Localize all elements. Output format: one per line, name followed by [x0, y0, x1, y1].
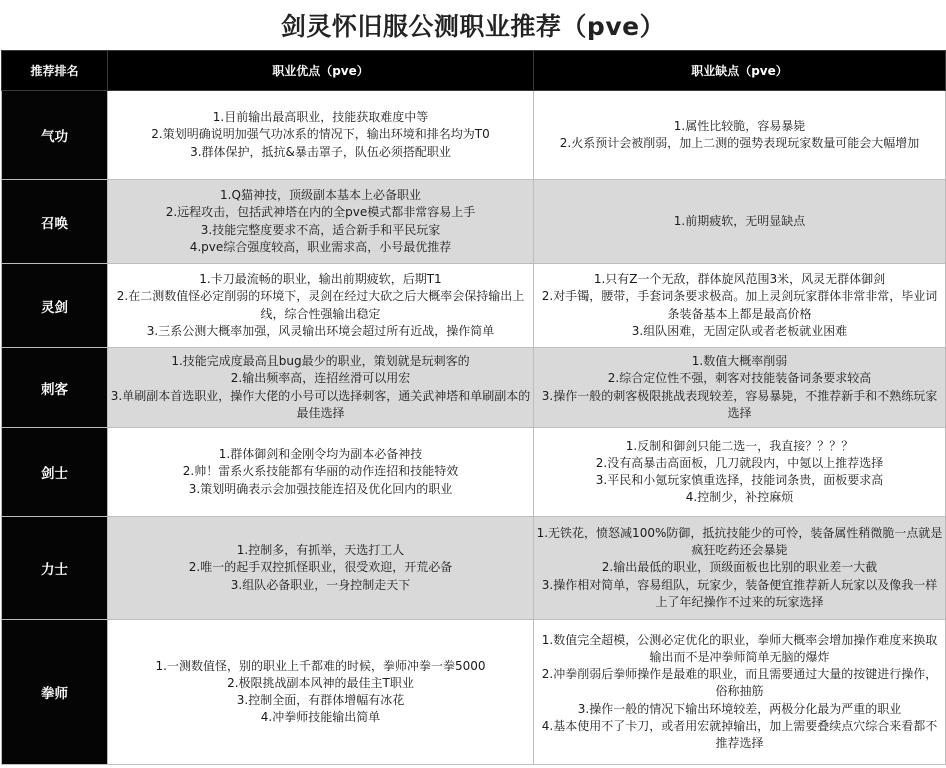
- pros-cell: [108, 264, 534, 348]
- pros-line: 3.组队必备职业，一身控制走天下: [230, 577, 411, 592]
- table-row: [2, 428, 946, 517]
- pros-cell: [108, 517, 534, 620]
- cons-line: 1.前期疲软，无明显缺点: [673, 213, 806, 228]
- table-body: [2, 91, 946, 765]
- cons-line: 3.操作一般的刺客极限挑战表现较差，容易暴毙，不推荐新手和不熟练玩家选择: [541, 388, 938, 420]
- cons-line: 4.控制少，补控麻烦: [685, 490, 794, 505]
- pros-line: 4.冲拳师技能输出简单: [260, 710, 381, 725]
- cons-line: 2.输出最低的职业，顶级面板也比别的职业差一大截: [601, 560, 878, 575]
- cons-line: 2.对手镯，腰带，手套词条要求极高。加上灵剑玩家群体非常非常，毕业词条装备基本上都是最高价格: [541, 289, 938, 321]
- cons-line: 1.数值完全超模，公测必定优化的职业，拳师大概率会增加操作难度来换取输出而不是冲拳师简单无脑的爆炸: [541, 632, 938, 664]
- class-name: 拳师: [2, 620, 108, 765]
- pros-line: 1.目前输出最高职业，技能获取难度中等: [212, 110, 429, 125]
- pros-line: 2.远程攻击，包括武神塔在内的全pve模式都非常容易上手: [165, 205, 476, 220]
- pros-line: 1.群体御剑和金刚令均为副本必备神技: [218, 447, 423, 462]
- pros-cell: [108, 620, 534, 765]
- pros-line: 2.输出频率高，连招丝滑可以用宏: [230, 371, 411, 386]
- pros-line: 1.控制多，有抓举，天选打工人: [236, 543, 405, 558]
- pros-line: 2.在二测数值怪必定削弱的环境下，灵剑在经过大砍之后大概率会保持输出上线，综合性强输出稳定: [116, 289, 525, 321]
- table-header-row: [2, 51, 946, 91]
- pros-line: 1.Q猫神技，顶级副本基本上必备职业: [220, 188, 421, 203]
- pros-cell: [108, 348, 534, 428]
- table-row: [2, 264, 946, 348]
- cons-line: 3.操作一般的情况下输出环境较差，两极分化最为严重的职业: [577, 701, 902, 716]
- class-name: 灵剑: [2, 264, 108, 348]
- cons-cell: [534, 264, 946, 348]
- class-recommendation-table: [1, 50, 946, 765]
- table-row: [2, 91, 946, 180]
- cons-line: 3.操作相对简单，容易组队，玩家少，装备便宜推荐新人玩家以及像我一样上了年纪操作不过来的玩家选择: [541, 577, 938, 609]
- cons-line: 1.无铁花，愤怒减100%防御，抵抗技能少的可怜，装备属性稍微脆一点就是疯狂吃药还会暴毙: [536, 525, 943, 558]
- pros-line: 3.三系公测大概率加强，风灵输出环境会超过所有近战，操作简单: [146, 323, 495, 338]
- header-rank: 推荐排名: [2, 51, 108, 91]
- page-title: 剑灵怀旧服公测职业推荐（pve）: [280, 12, 666, 41]
- header-cons: 职业缺点（pve）: [534, 51, 946, 91]
- cons-line: 2.火系预计会被削弱，加上二测的强势表现玩家数量可能会大幅增加: [559, 136, 920, 150]
- class-name: 气功: [2, 91, 108, 180]
- pros-cell: [108, 180, 534, 264]
- pros-line: 1.技能完成度最高且bug最少的职业，策划就是玩刺客的: [171, 354, 470, 369]
- cons-cell: [534, 180, 946, 264]
- pros-line: 2.策划明确说明加强气功冰系的情况下，输出环境和排名均为T0: [151, 127, 490, 142]
- cons-cell: [534, 620, 946, 765]
- table-row: [2, 517, 946, 620]
- header-pros: 职业优点（pve）: [108, 51, 534, 91]
- cons-cell: [534, 91, 946, 180]
- pros-line: 3.策划明确表示会加强技能连招及优化回内的职业: [188, 481, 453, 496]
- cons-cell: [534, 428, 946, 517]
- cons-line: 1.属性比较脆，容易暴毙: [673, 118, 806, 133]
- table-row: [2, 620, 946, 765]
- pros-line: 2.极限挑战副本风神的最佳主T职业: [227, 675, 414, 690]
- cons-line: 1.反制和御剑只能二选一，我直接？？？？: [625, 438, 854, 453]
- cons-line: 3.组队困难，无固定队或者老板就业困难: [631, 323, 848, 338]
- cons-line: 1.数值大概率削弱: [691, 354, 788, 369]
- pros-line: 2.帅！雷系火系技能都有华丽的动作连招和技能特效: [182, 464, 459, 479]
- table-row: [2, 180, 946, 264]
- pros-line: 1.一测数值怪，别的职业上千都难的时候，拳师冲拳一拳5000: [155, 658, 486, 673]
- class-name: 刺客: [2, 348, 108, 428]
- cons-line: 1.只有Z一个无敌，群体旋风范围3米，风灵无群体御剑: [593, 272, 886, 287]
- pros-cell: [108, 428, 534, 517]
- cons-line: 2.没有高暴击高面板，几刀就段内，中氪以上推荐选择: [595, 455, 884, 470]
- pros-line: 3.控制全面，有群体增幅有冰花: [236, 693, 405, 707]
- cons-line: 4.基本使用不了卡刀，或者用宏就掉输出，加上需要叠续点穴综合来看都不推荐选择: [541, 718, 938, 750]
- class-name: 力士: [2, 517, 108, 620]
- pros-line: 2.唯一的起手双控抓怪职业，很受欢迎，开荒必备: [188, 560, 453, 575]
- pros-line: 3.单刷副本首选职业，操作大佬的小号可以选择刺客，通关武神塔和单刷副本的最佳选择: [110, 388, 531, 420]
- pros-line: 3.群体保护，抵抗&暴击罩子，队伍必须搭配职业: [190, 144, 451, 159]
- pros-cell: [108, 91, 534, 180]
- pros-line: 4.pve综合强度较高，职业需求高，小号最优推荐: [189, 239, 452, 254]
- pros-line: 1.卡刀最流畅的职业，输出前期疲软，后期T1: [199, 272, 442, 287]
- class-name: 剑士: [2, 428, 108, 517]
- cons-cell: [534, 348, 946, 428]
- pros-line: 3.技能完整度要求不高，适合新手和平民玩家: [200, 222, 441, 237]
- table-row: [2, 348, 946, 428]
- cons-cell: [534, 517, 946, 620]
- cons-line: 2.综合定位性不强，刺客对技能装备词条要求较高: [607, 371, 872, 386]
- cons-line: 3.平民和小氪玩家慎重选择，技能词条贵，面板要求高: [595, 473, 884, 487]
- cons-line: 2.冲拳削弱后拳师操作是最难的职业，而且需要通过大量的按键进行操作，俗称抽筋: [541, 667, 938, 699]
- class-name: 召唤: [2, 180, 108, 264]
